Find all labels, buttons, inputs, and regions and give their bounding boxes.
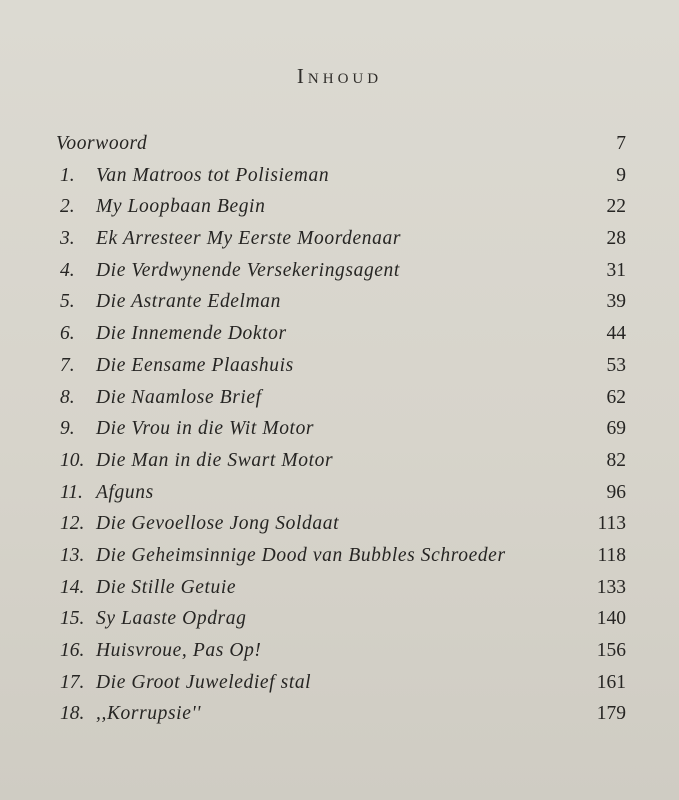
chapter-title: Van Matroos tot Polisieman	[96, 164, 330, 186]
chapter-title: My Loopbaan Begin	[96, 196, 266, 218]
toc-foreword-label: Voorwoord	[56, 133, 148, 154]
chapter-page-number: 82	[606, 449, 626, 471]
chapter-list	[56, 160, 626, 730]
chapter-page-number: 156	[596, 640, 626, 661]
toc-chapter-row	[56, 477, 626, 509]
chapter-number: 14.	[60, 576, 85, 598]
chapter-number: 18.	[60, 703, 85, 725]
toc-chapter-row	[56, 160, 626, 192]
chapter-number: 6.	[60, 323, 75, 345]
chapter-title: Sy Laaste Opdrag	[96, 608, 247, 630]
chapter-number: 16.	[60, 640, 85, 661]
chapter-title: Die Verdwynende Versekeringsagent	[96, 259, 400, 281]
chapter-page-number: 9	[616, 164, 626, 186]
chapter-page-number: 96	[606, 481, 626, 503]
toc-chapter-row	[56, 255, 626, 287]
chapter-title: Die Innemende Doktor	[96, 323, 287, 345]
chapter-title: ,,Korrupsie''	[96, 703, 201, 725]
chapter-number: 12.	[60, 513, 85, 535]
toc-foreword-page: 7	[616, 133, 626, 154]
toc-chapter-row	[56, 382, 626, 414]
page-title: Inhoud	[296, 64, 383, 88]
chapter-page-number: 69	[606, 418, 626, 440]
chapter-title: Die Eensame Plaashuis	[96, 354, 294, 376]
chapter-page-number: 39	[606, 291, 626, 313]
chapter-page-number: 28	[606, 228, 626, 250]
chapter-page-number: 140	[596, 608, 626, 630]
toc-chapter-row	[56, 445, 626, 477]
toc-chapter-row	[56, 191, 626, 223]
chapter-number: 11.	[60, 481, 83, 503]
chapter-page-number: 31	[606, 259, 626, 281]
chapter-number: 7.	[60, 354, 75, 376]
chapter-page-number: 53	[606, 354, 626, 376]
chapter-title: Ek Arresteer My Eerste Moordenaar	[96, 228, 402, 250]
chapter-page-number: 44	[606, 323, 626, 345]
chapter-number: 17.	[60, 671, 85, 693]
toc-chapter-row	[56, 635, 626, 667]
chapter-title: Die Man in die Swart Motor	[96, 449, 334, 471]
chapter-page-number: 62	[606, 386, 626, 408]
chapter-number: 3.	[60, 228, 75, 250]
chapter-number: 5.	[60, 291, 75, 313]
toc-chapter-row	[56, 698, 626, 730]
toc-chapter-row	[56, 413, 626, 445]
chapter-title: Huisvroue, Pas Op!	[96, 640, 262, 661]
chapter-title: Die Groot Juweledief stal	[96, 671, 312, 693]
chapter-number: 13.	[60, 544, 85, 566]
chapter-title: Die Stille Getuie	[96, 576, 237, 598]
chapter-page-number: 113	[597, 513, 626, 535]
chapter-page-number: 179	[596, 703, 626, 725]
toc-chapter-row	[56, 572, 626, 604]
chapter-page-number: 118	[597, 544, 626, 566]
chapter-page-number: 133	[596, 576, 626, 598]
chapter-number: 8.	[60, 386, 75, 408]
chapter-title: Die Gevoellose Jong Soldaat	[96, 513, 340, 535]
toc-chapter-row	[56, 508, 626, 540]
toc-chapter-row	[56, 286, 626, 318]
chapter-number: 15.	[60, 608, 85, 630]
toc-foreword-row	[56, 128, 626, 160]
chapter-page-number: 22	[606, 196, 626, 218]
chapter-number: 9.	[60, 418, 75, 440]
toc-chapter-row	[56, 350, 626, 382]
chapter-number: 2.	[60, 196, 75, 218]
chapter-title: Die Naamlose Brief	[96, 386, 262, 408]
table-of-contents	[56, 128, 626, 730]
toc-chapter-row	[56, 667, 626, 699]
toc-chapter-row	[56, 540, 626, 572]
chapter-number: 4.	[60, 259, 75, 281]
chapter-title: Die Astrante Edelman	[96, 291, 281, 313]
toc-chapter-row	[56, 603, 626, 635]
chapter-title: Die Vrou in die Wit Motor	[96, 418, 315, 440]
toc-chapter-row	[56, 223, 626, 255]
chapter-number: 10.	[60, 449, 85, 471]
toc-chapter-row	[56, 318, 626, 350]
chapter-number: 1.	[60, 164, 75, 186]
chapter-title: Die Geheimsinnige Dood van Bubbles Schroeder	[96, 544, 506, 566]
chapter-title: Afguns	[96, 481, 154, 503]
chapter-page-number: 161	[596, 671, 626, 693]
